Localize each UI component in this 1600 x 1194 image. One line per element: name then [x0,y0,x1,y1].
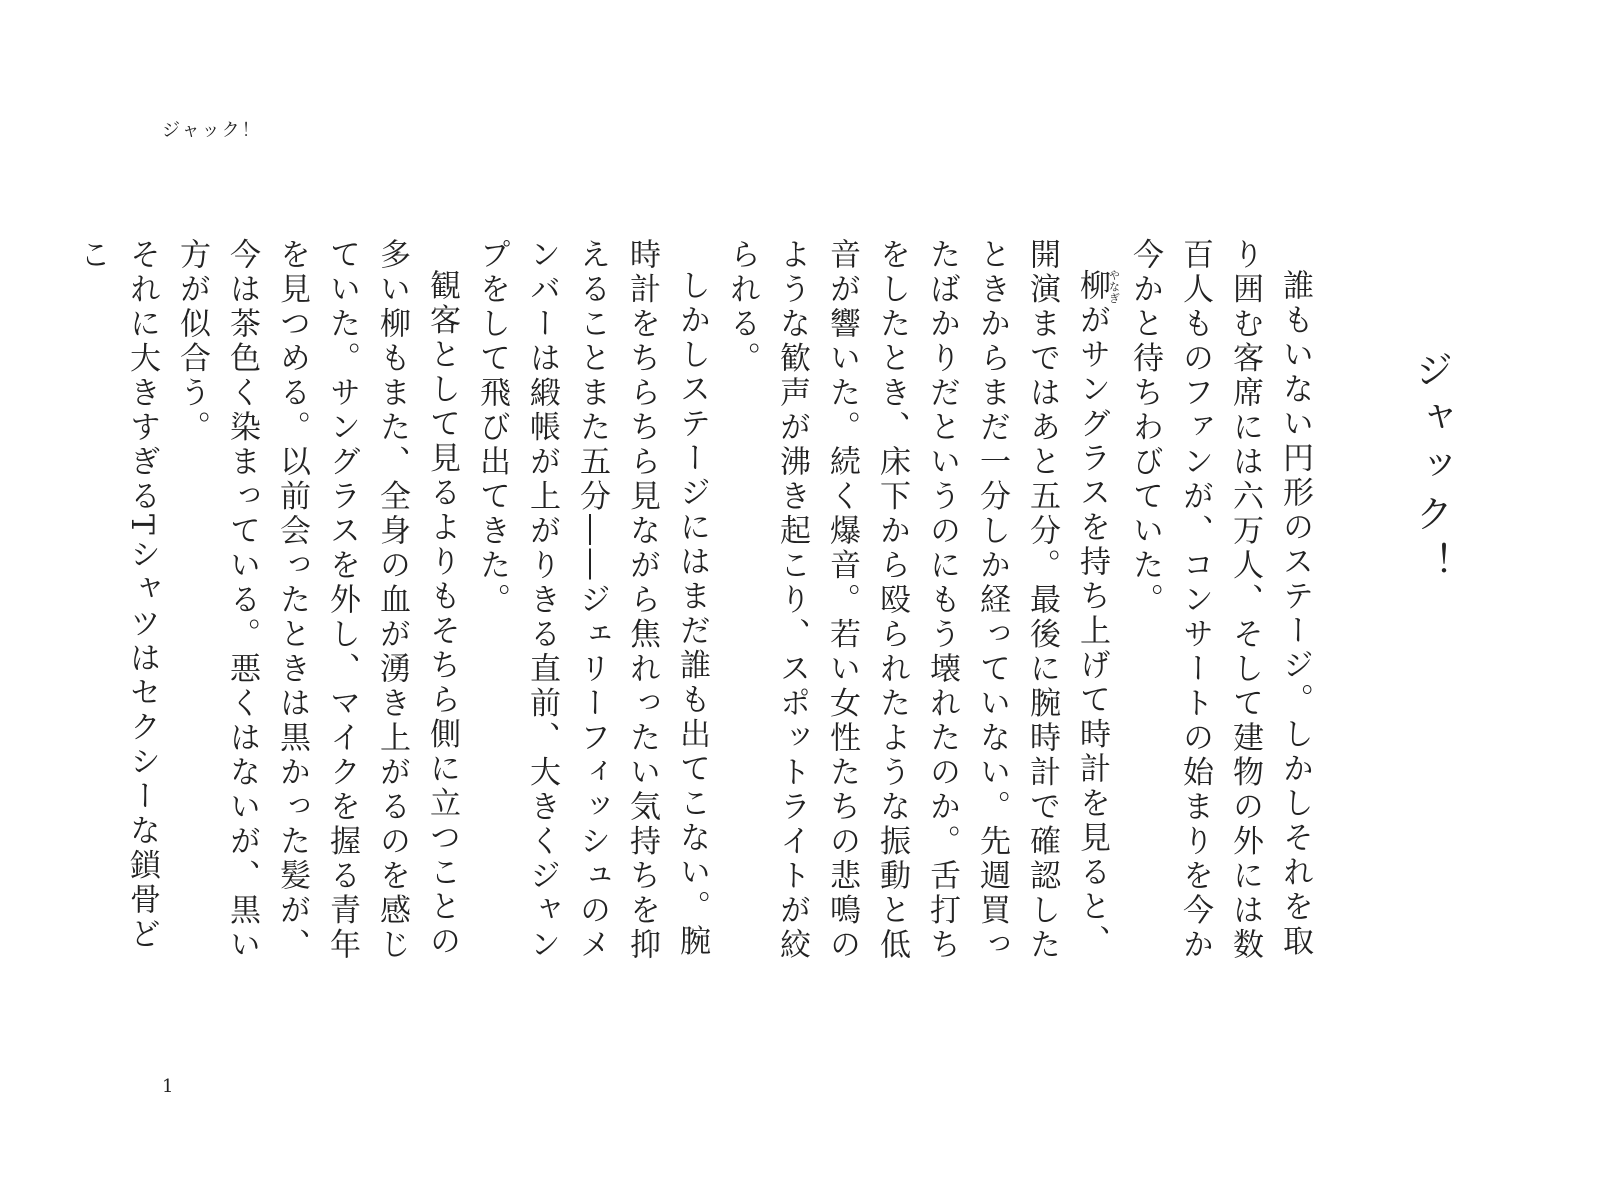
paragraph-5: それに大きすぎるTシャツはセクシーな鎖骨どこ [74,238,160,953]
character-name-kanji: 柳 [1074,269,1110,304]
page-number: 1 [162,1076,174,1097]
paragraph-1: 誰もいない円形のステージ。しかしそれを取り囲む客席には六万人、そして建物の外には数百人ものファンが、コンサートの始まりを今か今かと待ちわびていた。 [1127,238,1313,963]
paragraph-2-text: がサングラスを持ち上げて時計を見ると、開演まではあと五分。最後に腕時計で確認したときからまだ一分しか経っていない。先週買ったばかりだというのにもう壊れたのか。舌打ちをしたとき、床下から殴られたような振動と低音が響いた。続く爆音。若い女性たちの悲鳴のような歓声が沸き起こり、スポットライトが絞られる。 [724,238,1110,963]
furigana: やなぎ [1107,269,1121,304]
chapter-title: ジャック！ [1409,350,1453,590]
running-header: ジャック！ [162,120,262,141]
paragraph-2 [717,238,1120,978]
paragraph-4: 観客として見るよりもそちら側に立つことの多い柳もまた、全身の血が湧き上がるのを感じていた。サングラスを外し、マイクを握る青年を見つめる。以前会ったときは黒かった髪が、今は茶色く染まっている。悪くはないが、黒い方が似合う。 [174,238,460,963]
character-name [1074,269,1121,304]
paragraph-3: しかしステージにはまだ誰も出てこない。腕時計をちらちら見ながら焦れったい気持ちを抑えることまた五分――ジェリーフィッシュのメンバーは緞帳が上がりきる直前、大きくジャンプをして飛び出てきた。 [474,238,710,963]
body-text [74,238,1320,978]
